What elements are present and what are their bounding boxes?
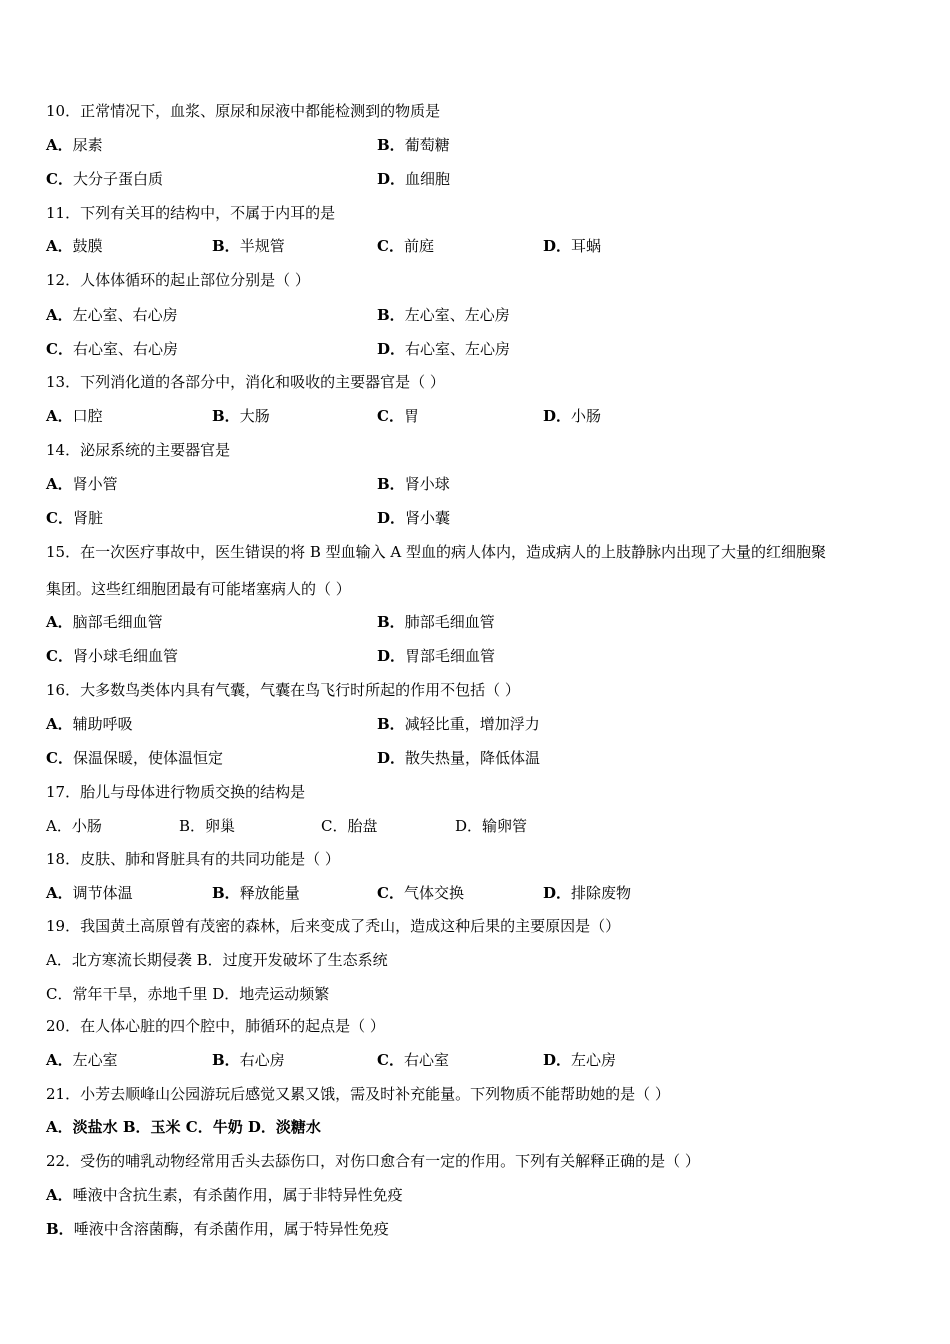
- option-c: C．大分子蛋白质: [46, 170, 163, 188]
- option-c: C．肾小球毛细血管: [46, 647, 178, 665]
- question-19-options-ab: A．北方寒流长期侵袭 B．过度开发破坏了生态系统: [46, 951, 388, 969]
- option-b: B．右心房: [212, 1051, 285, 1069]
- option-d: D．输卵管: [455, 817, 528, 835]
- question-21-options: A．淡盐水 B．玉米 C．牛奶 D．淡糖水: [46, 1118, 321, 1136]
- option-a: A．鼓膜: [46, 237, 103, 255]
- option-c: C．保温保暖，使体温恒定: [46, 749, 223, 767]
- question-12-stem: 12．人体体循环的起止部位分别是（ ）: [46, 271, 310, 289]
- option-c: C．右心室、右心房: [46, 340, 178, 358]
- option-c: C．前庭: [377, 237, 434, 255]
- question-15-stem: 15．在一次医疗事故中，医生错误的将 B 型血输入 A 型血的病人体内，造成病人的上肢静脉内出现了大量的红细胞聚: [46, 543, 827, 561]
- option-b: B．唾液中含溶菌酶，有杀菌作用，属于特异性免疫: [46, 1220, 389, 1238]
- option-c: C．胃: [377, 407, 419, 425]
- option-a: A．调节体温: [46, 884, 133, 902]
- question-10-stem: 10．正常情况下，血浆、原尿和尿液中都能检测到的物质是: [46, 102, 441, 120]
- question-14-stem: 14．泌尿系统的主要器官是: [46, 441, 231, 459]
- option-c: C．胎盘: [321, 817, 378, 835]
- option-d: D．胃部毛细血管: [377, 647, 496, 665]
- option-c: C．肾脏: [46, 509, 103, 527]
- option-c: C．气体交换: [377, 884, 464, 902]
- question-15-stem-continued: 集团。这些红细胞团最有可能堵塞病人的（ ）: [46, 580, 351, 598]
- option-b: B．半规管: [212, 237, 285, 255]
- option-b: B．肺部毛细血管: [377, 613, 495, 631]
- question-21-stem: 21．小芳去顺峰山公园游玩后感觉又累又饿，需及时补充能量。下列物质不能帮助她的是（ ）: [46, 1085, 670, 1103]
- question-19-stem: 19．我国黄土高原曾有茂密的森林，后来变成了秃山，造成这种后果的主要原因是（）: [46, 917, 621, 935]
- option-b: B．葡萄糖: [377, 136, 450, 154]
- option-d: D．耳蜗: [543, 237, 602, 255]
- option-a: A．脑部毛细血管: [46, 613, 163, 631]
- option-c: C．右心室: [377, 1051, 449, 1069]
- option-a: A．唾液中含抗生素，有杀菌作用，属于非特异性免疫: [46, 1186, 403, 1204]
- question-17-stem: 17．胎儿与母体进行物质交换的结构是: [46, 783, 306, 801]
- option-a: A．尿素: [46, 136, 103, 154]
- question-18-stem: 18．皮肤、肺和肾脏具有的共同功能是（ ）: [46, 850, 340, 868]
- option-a: A．辅助呼吸: [46, 715, 133, 733]
- option-b: B．减轻比重，增加浮力: [377, 715, 540, 733]
- option-a: A．口腔: [46, 407, 103, 425]
- question-16-stem: 16．大多数鸟类体内具有气囊，气囊在鸟飞行时所起的作用不包括（ ）: [46, 681, 520, 699]
- question-20-stem: 20．在人体心脏的四个腔中，肺循环的起点是（ ）: [46, 1017, 385, 1035]
- question-11-stem: 11．下列有关耳的结构中，不属于内耳的是: [46, 204, 336, 222]
- question-13-stem: 13．下列消化道的各部分中，消化和吸收的主要器官是（ ）: [46, 373, 445, 391]
- option-b: B．左心室、左心房: [377, 306, 510, 324]
- option-d: D．血细胞: [377, 170, 451, 188]
- option-d: D．肾小囊: [377, 509, 451, 527]
- option-d: D．小肠: [543, 407, 602, 425]
- option-d: D．散失热量，降低体温: [377, 749, 541, 767]
- option-b: B．肾小球: [377, 475, 450, 493]
- option-d: D．左心房: [543, 1051, 617, 1069]
- option-b: B．释放能量: [212, 884, 300, 902]
- option-b: B．大肠: [212, 407, 270, 425]
- question-19-options-cd: C．常年干旱，赤地千里 D．地壳运动频繁: [46, 985, 330, 1003]
- option-a: A．左心室、右心房: [46, 306, 178, 324]
- option-a: A．左心室: [46, 1051, 118, 1069]
- option-d: D．右心室、左心房: [377, 340, 511, 358]
- option-d: D．排除废物: [543, 884, 632, 902]
- option-b: B．卵巢: [179, 817, 236, 835]
- option-a: A．肾小管: [46, 475, 118, 493]
- question-22-stem: 22．受伤的哺乳动物经常用舌头去舔伤口，对伤口愈合有一定的作用。下列有关解释正确的是（ ）: [46, 1152, 700, 1170]
- option-a: A．小肠: [46, 817, 102, 835]
